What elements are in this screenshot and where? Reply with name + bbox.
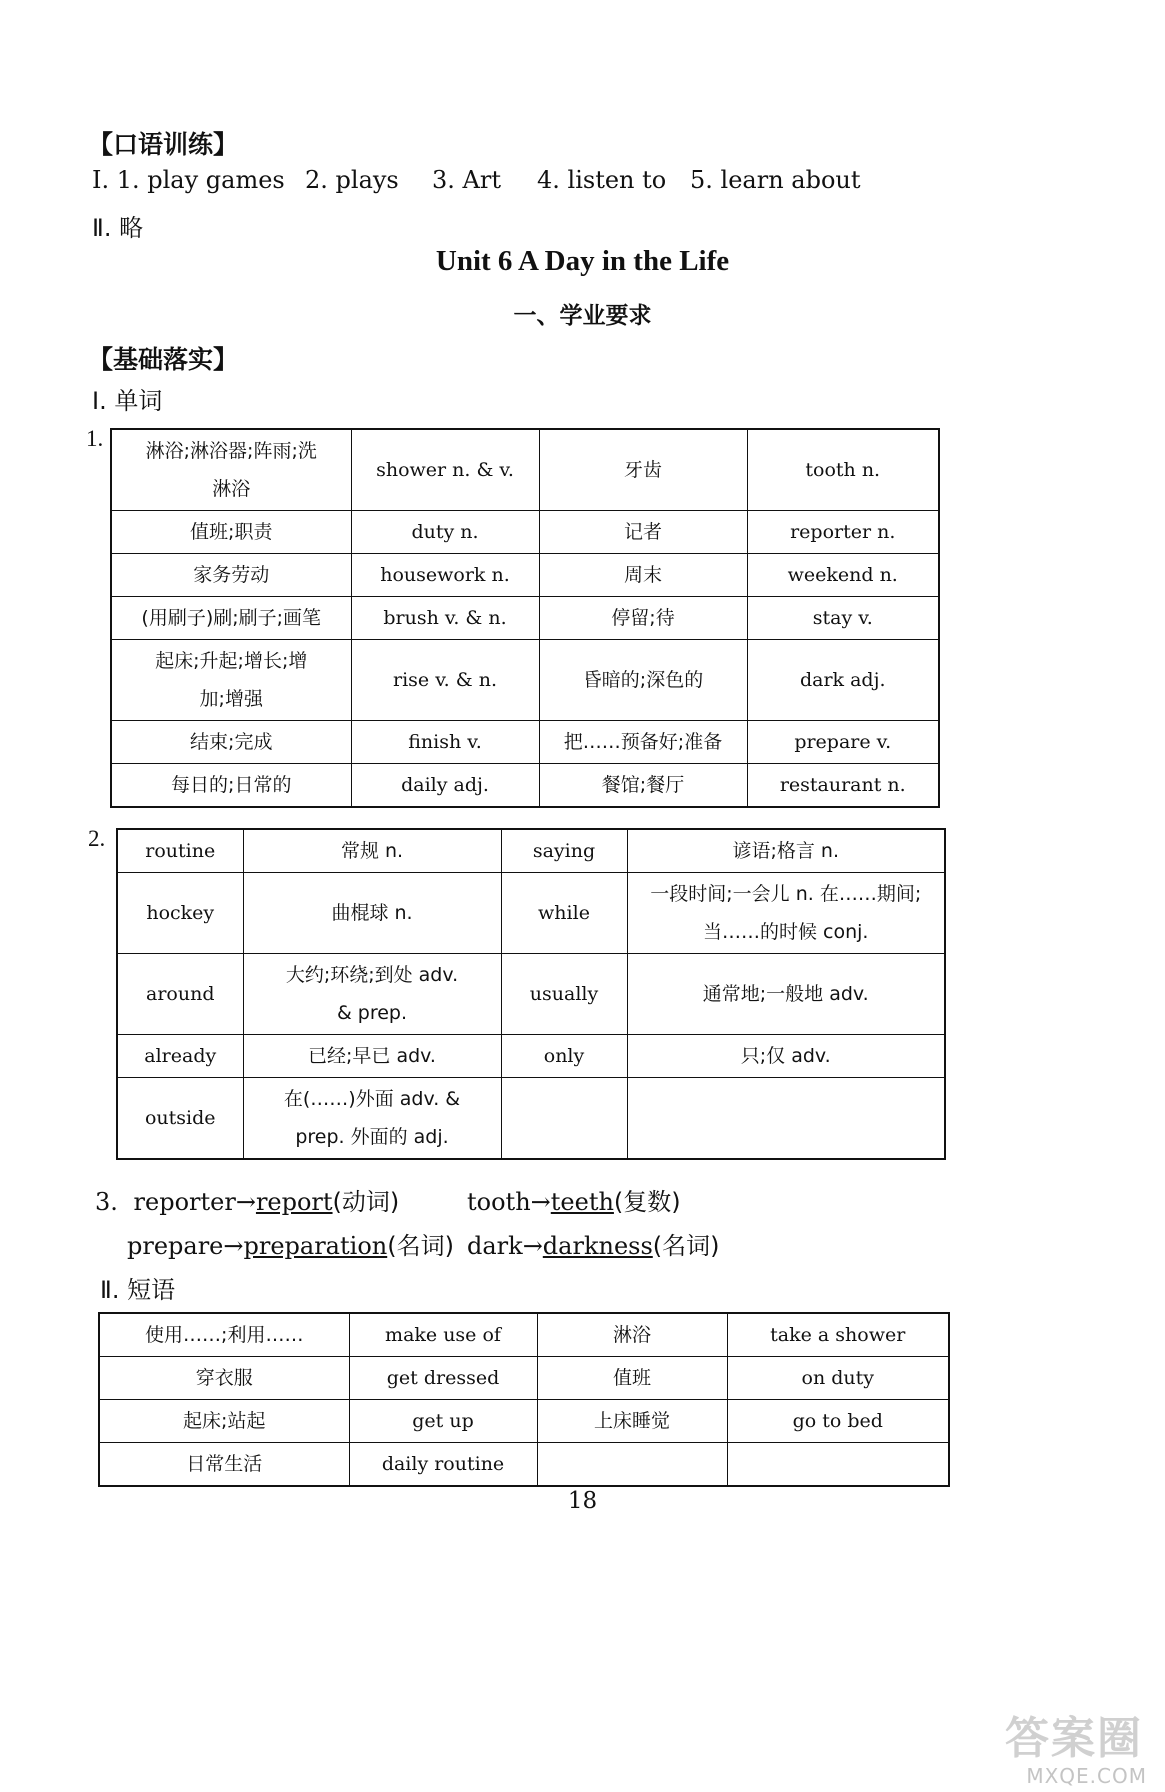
- vocab-table-1: [110, 428, 940, 808]
- table-cell: while: [501, 873, 627, 954]
- table-row: [117, 954, 945, 1035]
- derivation-note: (名词): [652, 1232, 720, 1260]
- derivation-answer: teeth: [550, 1188, 614, 1216]
- table-cell: 把……预备好;准备: [539, 721, 747, 764]
- speaking-header: 【口语训练】: [88, 130, 239, 159]
- table-row: [111, 597, 939, 640]
- table-cell: [501, 1078, 627, 1160]
- derivation-source: reporter→: [133, 1188, 256, 1216]
- table2-number: 2.: [88, 826, 106, 851]
- table-cell: 已经;早已 adv.: [243, 1035, 501, 1078]
- table-cell: 周末: [539, 554, 747, 597]
- watermark-logo: 答案圈: [1005, 1713, 1143, 1764]
- table-cell: 每日的;日常的: [111, 764, 351, 808]
- table-row: [111, 764, 939, 808]
- phrase-table: [98, 1312, 950, 1487]
- table-cell: rise v. & n.: [351, 640, 539, 721]
- table-cell: 记者: [539, 511, 747, 554]
- table-cell: 值班: [537, 1357, 727, 1400]
- table-cell: 淋浴: [537, 1313, 727, 1357]
- table-row: [99, 1443, 949, 1487]
- table-cell: [727, 1443, 949, 1487]
- table-row: [99, 1400, 949, 1443]
- table-cell: get dressed: [349, 1357, 537, 1400]
- table-cell: get up: [349, 1400, 537, 1443]
- table-cell: hockey: [117, 873, 243, 954]
- table-cell: stay v.: [747, 597, 939, 640]
- page-number: 18: [567, 1488, 598, 1514]
- table-cell: take a shower: [727, 1313, 949, 1357]
- table-cell: finish v.: [351, 721, 539, 764]
- derivation-number: 3.: [95, 1188, 118, 1216]
- watermark-url: MXQE.COM: [1026, 1764, 1147, 1788]
- table-cell: duty n.: [351, 511, 539, 554]
- table-cell: prepare v.: [747, 721, 939, 764]
- speaking-answer-5: 5. learn about: [690, 166, 861, 194]
- speaking-answer-4: 4. listen to: [537, 166, 667, 194]
- derivation-note: (动词): [332, 1188, 400, 1216]
- table-cell: 在(……)外面 adv. & prep. 外面的 adj.: [243, 1078, 501, 1160]
- table-cell: 结束;完成: [111, 721, 351, 764]
- table-cell: (用刷子)刷;刷子;画笔: [111, 597, 351, 640]
- table-cell: dark adj.: [747, 640, 939, 721]
- table-cell: 大约;环绕;到处 adv. & prep.: [243, 954, 501, 1035]
- table-cell: [537, 1443, 727, 1487]
- speaking-answer-3: 3. Art: [432, 166, 501, 194]
- table-cell: 牙齿: [539, 429, 747, 511]
- table-cell: 只;仅 adv.: [627, 1035, 945, 1078]
- table-cell: 起床;升起;增长;增加;增强: [111, 640, 351, 721]
- table-cell: go to bed: [727, 1400, 949, 1443]
- table-cell: reporter n.: [747, 511, 939, 554]
- table-cell: weekend n.: [747, 554, 939, 597]
- derivation-row-2b: [467, 1226, 720, 1261]
- table-cell: 日常生活: [99, 1443, 349, 1487]
- table-cell: [627, 1078, 945, 1160]
- table-cell: 昏暗的;深色的: [539, 640, 747, 721]
- derivation-answer: preparation: [243, 1232, 388, 1260]
- speaking-answer-2: 2. plays: [305, 166, 399, 194]
- table-cell: housework n.: [351, 554, 539, 597]
- table-row: [117, 829, 945, 873]
- table-cell: make use of: [349, 1313, 537, 1357]
- table-cell: 值班;职责: [111, 511, 351, 554]
- table-row: [99, 1357, 949, 1400]
- derivation-source: tooth→: [467, 1188, 551, 1216]
- table-row: [117, 1035, 945, 1078]
- table-cell: 餐馆;餐厅: [539, 764, 747, 808]
- derivation-note: (复数): [613, 1188, 681, 1216]
- table-cell: 谚语;格言 n.: [627, 829, 945, 873]
- table-cell: around: [117, 954, 243, 1035]
- table-cell: on duty: [727, 1357, 949, 1400]
- table-row: [117, 873, 945, 954]
- table-cell: brush v. & n.: [351, 597, 539, 640]
- table-cell: 常规 n.: [243, 829, 501, 873]
- table-row: [111, 640, 939, 721]
- table-row: [111, 721, 939, 764]
- table-cell: shower n. & v.: [351, 429, 539, 511]
- section-title: 一、学业要求: [513, 303, 652, 329]
- table-cell: only: [501, 1035, 627, 1078]
- table-cell: daily routine: [349, 1443, 537, 1487]
- table-cell: 上床睡觉: [537, 1400, 727, 1443]
- table-cell: outside: [117, 1078, 243, 1160]
- derivation-answer: report: [255, 1188, 333, 1216]
- table-cell: 通常地;一般地 adv.: [627, 954, 945, 1035]
- table-cell: 使用……;利用……: [99, 1313, 349, 1357]
- table-cell: usually: [501, 954, 627, 1035]
- derivation-row-1b: [467, 1182, 681, 1217]
- unit-title: Unit 6 A Day in the Life: [435, 245, 730, 277]
- table-cell: saying: [501, 829, 627, 873]
- derivation-note: (名词): [387, 1232, 454, 1260]
- table-cell: 起床;站起: [99, 1400, 349, 1443]
- table-row: [117, 1078, 945, 1160]
- phrases-header: Ⅱ. 短语: [100, 1276, 176, 1304]
- table-row: [111, 511, 939, 554]
- table-row: [111, 429, 939, 511]
- table-row: [99, 1313, 949, 1357]
- table-cell: already: [117, 1035, 243, 1078]
- words-header: Ⅰ. 单词: [92, 387, 163, 415]
- table-cell: restaurant n.: [747, 764, 939, 808]
- table-cell: tooth n.: [747, 429, 939, 511]
- table-row: [111, 554, 939, 597]
- table-cell: 曲棍球 n.: [243, 873, 501, 954]
- table-cell: 穿衣服: [99, 1357, 349, 1400]
- table-cell: 一段时间;一会儿 n. 在……期间;当……的时候 conj.: [627, 873, 945, 954]
- table1-number: 1.: [86, 426, 104, 451]
- derivation-answer: darkness: [542, 1232, 653, 1260]
- derivation-source: dark→: [467, 1232, 543, 1260]
- table-cell: 停留;待: [539, 597, 747, 640]
- derivation-source: prepare→: [127, 1232, 244, 1260]
- table-cell: daily adj.: [351, 764, 539, 808]
- vocab-table-2: [116, 828, 946, 1160]
- table-cell: 家务劳动: [111, 554, 351, 597]
- table-cell: routine: [117, 829, 243, 873]
- speaking-answer-1: Ⅰ. 1. play games: [92, 166, 285, 194]
- derivation-row-1a: [95, 1182, 399, 1217]
- speaking-part-2: Ⅱ. 略: [92, 214, 144, 242]
- basics-header: 【基础落实】: [88, 345, 239, 374]
- table-cell: 淋浴;淋浴器;阵雨;洗淋浴: [111, 429, 351, 511]
- derivation-row-2a: [127, 1226, 454, 1261]
